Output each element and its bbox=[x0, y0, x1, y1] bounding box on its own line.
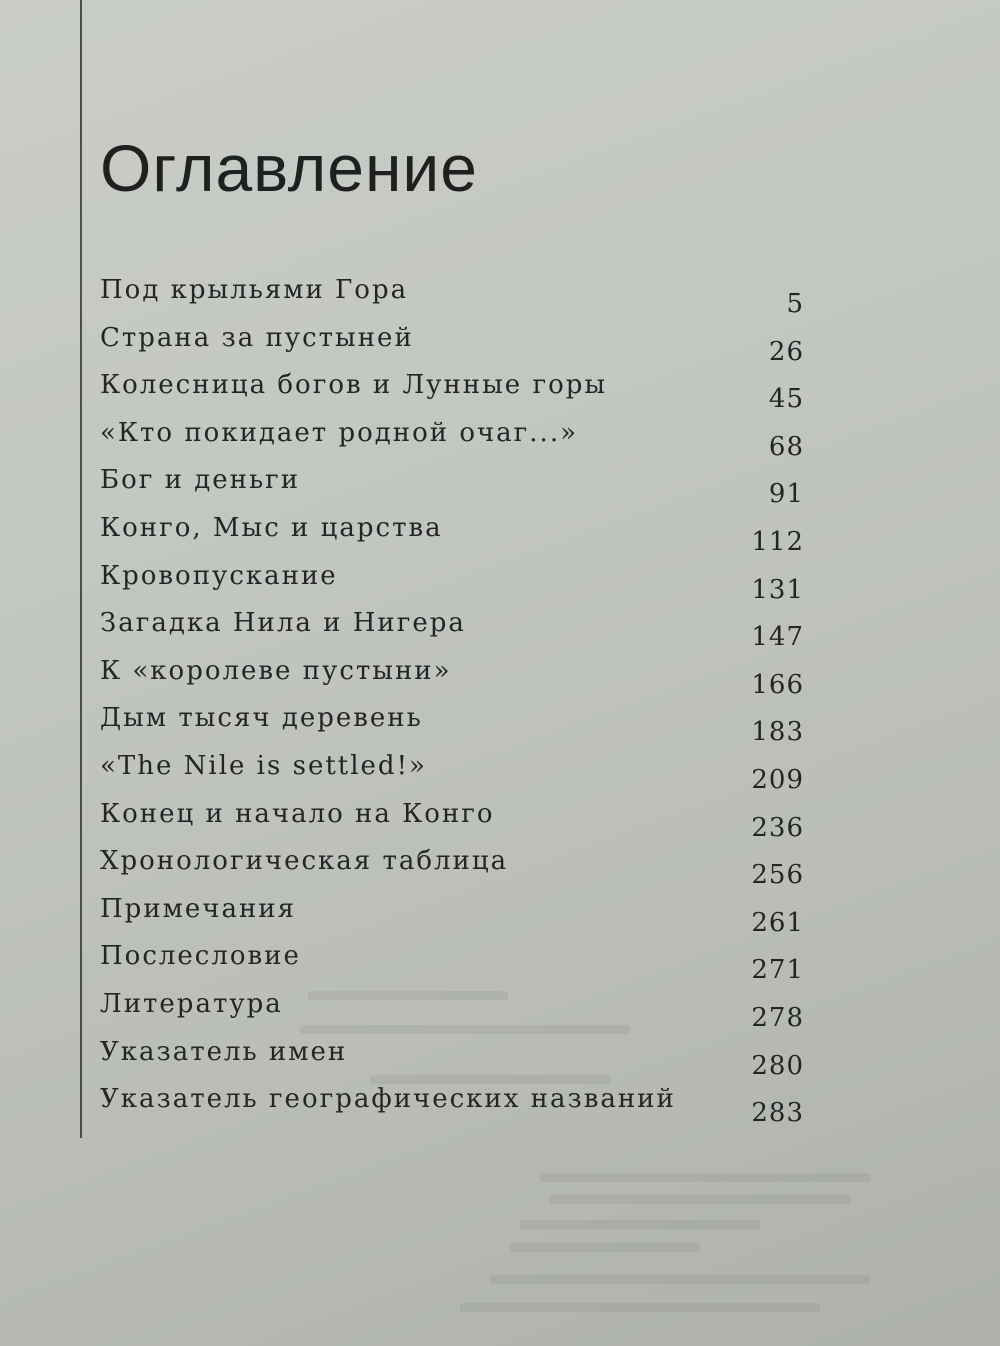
toc-entry bbox=[100, 460, 820, 508]
toc-entry-title: Литература bbox=[100, 988, 283, 1019]
toc-entry-page: 45 bbox=[768, 384, 804, 415]
toc-entry bbox=[100, 603, 820, 651]
toc-entry-title: «Кто покидает родной очаг...» bbox=[100, 417, 578, 448]
toc-entry-title: Под крыльями Гора bbox=[100, 275, 409, 305]
toc-entry-page: 166 bbox=[751, 669, 804, 700]
toc-entry-title: Страна за пустыней bbox=[100, 322, 414, 353]
toc-entry-title: «The Nile is settled!» bbox=[100, 750, 427, 781]
toc-entry bbox=[100, 841, 820, 889]
toc-entry bbox=[100, 508, 820, 556]
toc-entry-title: Конго, Мыс и царства bbox=[100, 512, 443, 543]
toc-entry-title: Послесловие bbox=[100, 941, 301, 972]
toc-entry-page: 131 bbox=[751, 574, 804, 605]
toc-entry-page: 26 bbox=[768, 336, 804, 367]
toc-entry bbox=[100, 698, 820, 746]
page-title: Оглавление bbox=[100, 131, 478, 205]
toc-entry bbox=[100, 889, 820, 937]
toc-entry-title: Указатель географических названий bbox=[100, 1084, 676, 1115]
toc-entry-page: 183 bbox=[751, 717, 804, 748]
table-of-contents bbox=[100, 270, 820, 1127]
toc-entry-title: Примечания bbox=[100, 893, 297, 924]
ghost-line bbox=[490, 1275, 870, 1284]
toc-entry-title: Загадка Нила и Нигера bbox=[100, 608, 466, 639]
toc-entry bbox=[100, 318, 820, 366]
toc-entry-page: 112 bbox=[751, 526, 804, 557]
ghost-line bbox=[460, 1303, 820, 1312]
toc-entry-page: 280 bbox=[751, 1050, 804, 1081]
toc-entry-page: 68 bbox=[768, 431, 804, 462]
toc-entry-page: 271 bbox=[751, 955, 804, 986]
toc-entry bbox=[100, 794, 820, 842]
ghost-line bbox=[540, 1173, 870, 1182]
toc-entry bbox=[100, 936, 820, 984]
toc-entry-title: Бог и деньги bbox=[100, 465, 301, 496]
toc-entry bbox=[100, 1032, 820, 1080]
toc-entry-page: 209 bbox=[751, 764, 804, 795]
toc-entry-title: Кровопускание bbox=[100, 560, 338, 591]
toc-entry bbox=[100, 413, 820, 461]
toc-entry bbox=[100, 984, 820, 1032]
toc-entry-page: 5 bbox=[786, 289, 804, 319]
toc-entry-title: Конец и начало на Конго bbox=[100, 798, 495, 829]
toc-entry-page: 91 bbox=[768, 479, 804, 510]
toc-entry bbox=[100, 1079, 820, 1127]
toc-entry-title: Хронологическая таблица bbox=[100, 846, 509, 877]
ghost-line bbox=[510, 1243, 700, 1252]
toc-entry-title: Колесница богов и Лунные горы bbox=[100, 370, 608, 401]
toc-entry-page: 278 bbox=[751, 1002, 804, 1033]
margin-rule bbox=[80, 0, 82, 1138]
toc-entry bbox=[100, 651, 820, 699]
toc-entry-page: 256 bbox=[751, 860, 804, 891]
toc-entry-title: Дым тысяч деревень bbox=[100, 703, 423, 734]
toc-entry-page: 147 bbox=[751, 622, 804, 653]
toc-entry-page: 236 bbox=[751, 812, 804, 843]
toc-entry-title: Указатель имен bbox=[100, 1036, 348, 1067]
toc-entry bbox=[100, 556, 820, 604]
ghost-line bbox=[550, 1195, 850, 1204]
ghost-line bbox=[520, 1220, 760, 1229]
toc-entry bbox=[100, 746, 820, 794]
toc-entry-title: К «королеве пустыни» bbox=[100, 655, 452, 686]
toc-entry bbox=[100, 365, 820, 413]
toc-entry-page: 261 bbox=[751, 907, 804, 938]
toc-entry-page: 283 bbox=[751, 1098, 804, 1129]
toc-entry bbox=[100, 270, 820, 318]
